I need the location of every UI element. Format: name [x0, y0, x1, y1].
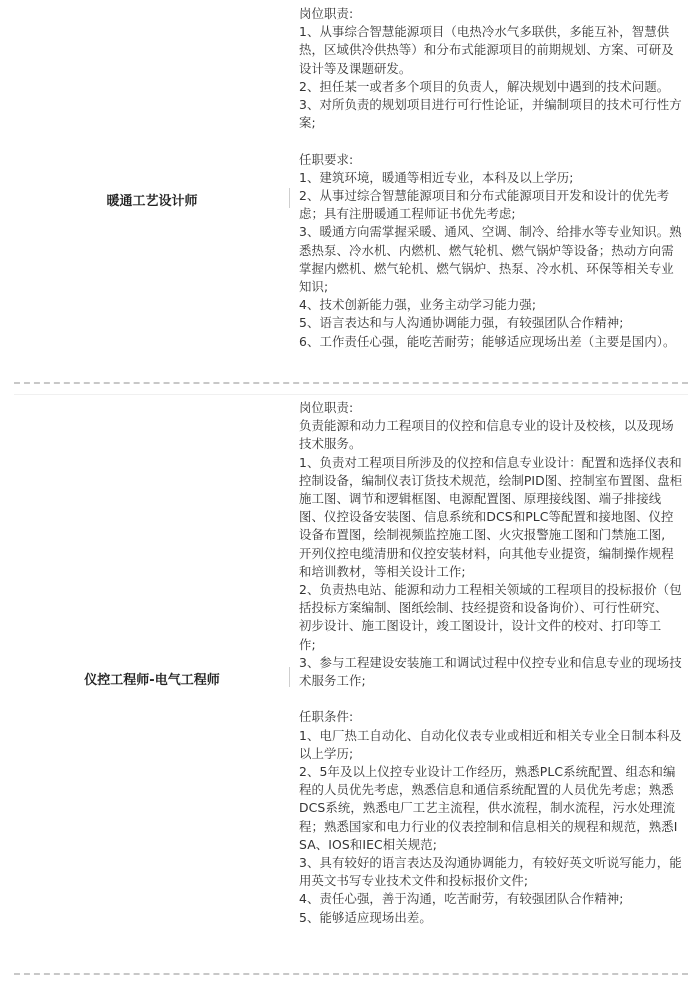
- description-line: 悉热泵、冷水机、内燃机、燃气轮机、燃气锅炉等设备；热动方向需: [299, 242, 674, 258]
- description-line: 5、能够适应现场出差。: [299, 909, 432, 925]
- description-line: 2、从事过综合智慧能源项目和分布式能源项目开发和设计的优先考: [299, 188, 670, 204]
- description-line: 2、担任某一或者多个项目的负责人，解决规划中遇到的技术问题。: [299, 78, 670, 94]
- description-line: 5、语言表达和与人沟通协调能力强，有较强团队合作精神;: [299, 315, 624, 331]
- description-line: 3、参与工程建设安装施工和调试过程中仪控专业和信息专业的现场技: [299, 654, 682, 670]
- cell-divider: [289, 667, 290, 687]
- description-line: 3、对所负责的规划项目进行可行性论证，并编制项目的技术可行性方: [299, 97, 682, 113]
- description-line: 1、建筑环境，暖通等相近专业，本科及以上学历;: [299, 169, 574, 185]
- job-description-hvac: [299, 5, 687, 351]
- description-line: 4、责任心强，善于沟通，吃苦耐劳，有较强团队合作精神;: [299, 891, 624, 907]
- description-line: 程的人员优先考虑，熟悉信息和通信系统配置的人员优先考虑；熟悉: [299, 782, 674, 798]
- description-line: 3、暖通方向需掌握采暖、通风、空调、制冷、给排水等专业知识。熟: [299, 224, 682, 240]
- description-line: 负责能源和动力工程项目的仪控和信息专业的设计及校核，以及现场: [299, 418, 674, 434]
- description-line: 以上学历;: [299, 745, 354, 761]
- description-line: 2、5年及以上仪控专业设计工作经历，熟悉PLC系统配置、组态和编: [299, 764, 676, 780]
- description-line: 设备布置图，绘制视频监控施工图、火灾报警施工图和门禁施工图,: [299, 527, 666, 543]
- description-line: 虑；具有注册暖通工程师证书优先考虑;: [299, 206, 516, 222]
- description-line: 岗位职责:: [299, 400, 354, 415]
- description-line: SA、IOS和IEC相关规范;: [299, 836, 437, 852]
- description-line: 术服务工作;: [299, 673, 366, 689]
- description-line: 括投标方案编制、图纸绘制、技经提资和设备询价）、可行性研究、: [299, 600, 668, 616]
- description-line: 热，区域供冷供热等）和分布式能源项目的前期规划、方案、可研及: [299, 42, 674, 58]
- description-line: 任职要求:: [299, 151, 354, 167]
- description-line: 程；熟悉国家和电力行业的仪表控制和信息相关的规程和规范，熟悉I: [299, 818, 678, 834]
- description-line: 1、负责对工程项目所涉及的仪控和信息专业设计：配置和选择仪表和: [299, 454, 682, 470]
- cell-divider: [289, 188, 290, 208]
- description-line: 掌握内燃机、燃气轮机、燃气锅炉、热泵、冷水机、环保等相关专业: [299, 260, 674, 276]
- description-line: 1、电厂热工自动化、自动化仪表专业或相近和相关专业全日制本科及: [299, 727, 682, 743]
- description-line: 设计等及课题研发。: [299, 60, 412, 76]
- description-line: 知识;: [299, 279, 329, 295]
- description-line: 控制设备，编制仪表订货技术规范，绘制PID图、控制室布置图、盘柜: [299, 472, 683, 488]
- description-line: 任职条件:: [299, 709, 354, 725]
- description-line: 6、工作责任心强，能吃苦耐劳；能够适应现场出差（主要是国内）。: [299, 333, 676, 349]
- job-description-instrument: [299, 399, 687, 927]
- description-line: 用英文书写专业技术文件和投标报价文件;: [299, 873, 529, 889]
- blank-line: [299, 132, 687, 150]
- description-line: 和培训教材，等相关设计工作;: [299, 563, 466, 579]
- table-row-hvac: [14, 0, 688, 384]
- description-line: 岗位职责:: [299, 6, 354, 21]
- job-title-hvac: 暖通工艺设计师: [106, 194, 198, 209]
- description-line: 1、从事综合智慧能源项目（电热冷水气多联供，多能互补，智慧供: [299, 24, 670, 40]
- description-line: 案;: [299, 115, 316, 131]
- description-line: 图、仪控设备安装图、信息系统和DCS和PLC等配置和接地图、仪控: [299, 509, 674, 525]
- description-line: 开列仪控电缆清册和仪控安装材料，向其他专业提资，编制操作规程: [299, 545, 674, 561]
- description-line: 3、具有较好的语言表达及沟通协调能力，有较好英文听说写能力，能: [299, 855, 682, 871]
- description-line: 4、技术创新能力强，业务主动学习能力强;: [299, 297, 537, 313]
- description-line: 施工图、调节和逻辑框图、电源配置图、原理接线图、端子排接线: [299, 491, 662, 507]
- description-line: 初步设计、施工图设计，竣工图设计，设计文件的校对、打印等工: [299, 618, 662, 634]
- description-line: DCS系统，熟悉电厂工艺主流程，供水流程，制水流程，污水处理流: [299, 800, 676, 816]
- blank-line: [299, 690, 687, 708]
- job-title-instrument: 仪控工程师-电气工程师: [84, 673, 220, 688]
- description-line: 技术服务。: [299, 436, 362, 452]
- description-line: 作;: [299, 636, 316, 652]
- description-line: 2、负责热电站、能源和动力工程相关领域的工程项目的投标报价（包: [299, 582, 682, 598]
- job-table: [14, 0, 688, 982]
- table-row-instrument: [14, 394, 688, 975]
